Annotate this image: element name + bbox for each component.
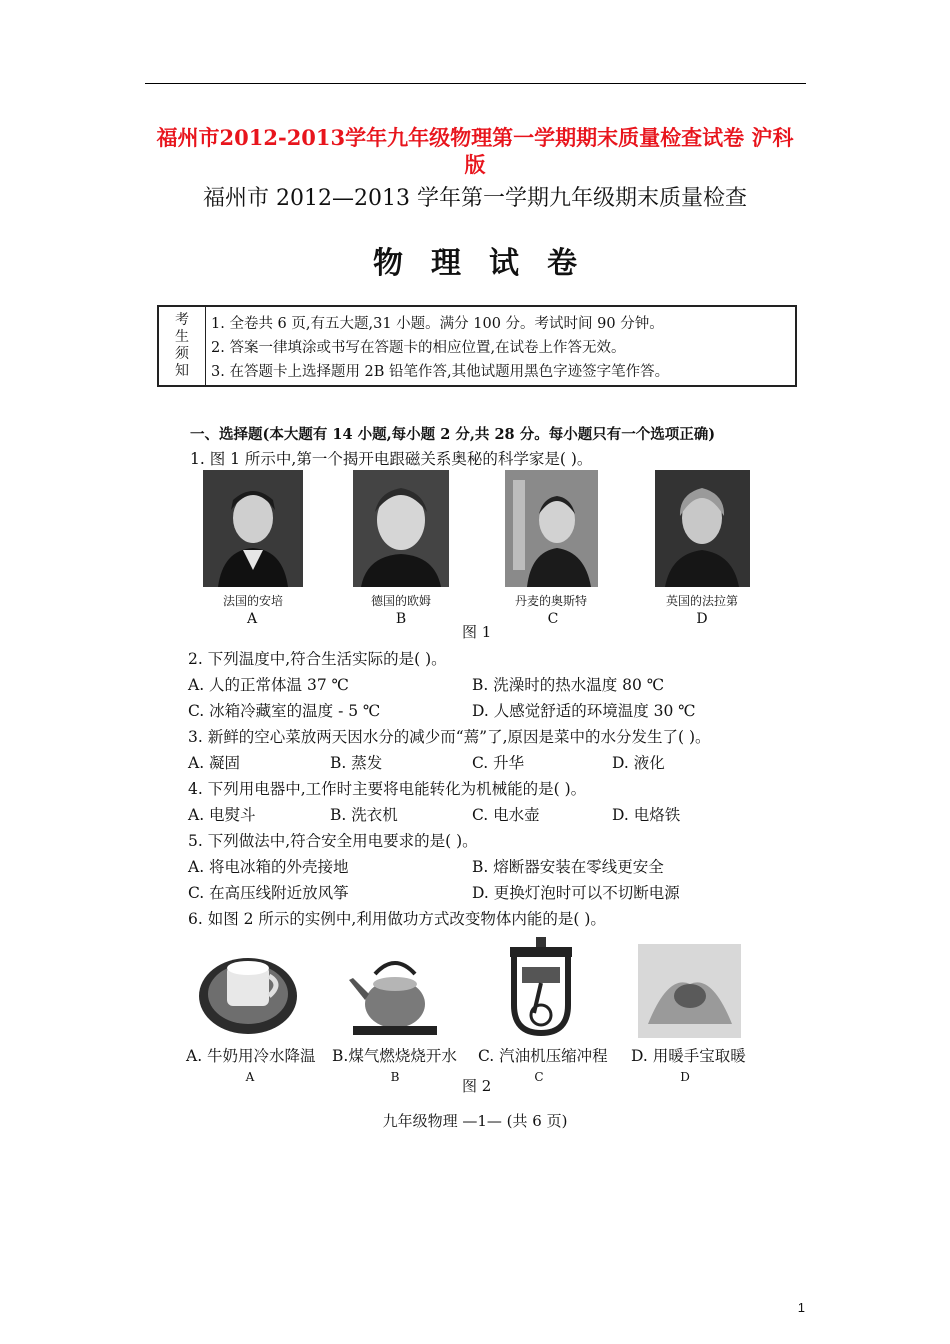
q2-option-a: A. 人的正常体温 37 ℃ [188, 676, 349, 694]
notice-label [159, 307, 206, 385]
question-5: 5. 下列做法中,符合安全用电要求的是( )。 [188, 832, 478, 850]
figure2-caption-b: B.煤气燃烧烧开水 [332, 1047, 457, 1065]
portrait-oersted-image [505, 470, 598, 587]
notice-label-char: 须 [175, 346, 189, 362]
question-6: 6. 如图 2 所示的实例中,利用做功方式改变物体内能的是( )。 [188, 910, 606, 928]
figure1-label: 图 1 [462, 623, 492, 641]
q4-option-d: D. 电烙铁 [612, 806, 681, 824]
figure2-letter-c: C [534, 1070, 544, 1084]
notice-item: 2. 答案一律填涂或书写在答题卡的相应位置,在试卷上作答无效。 [211, 340, 626, 356]
figure1-letter-a: A [246, 611, 258, 627]
notice-box [157, 305, 797, 387]
figure2-letter-d: D [680, 1070, 690, 1084]
figure1-letter-b: B [395, 611, 407, 627]
figure1-caption-c: 丹麦的奥斯特 [514, 594, 587, 608]
figure1-caption-b: 德国的欧姆 [370, 594, 431, 608]
figure1-caption-d: 英国的法拉第 [665, 594, 738, 608]
milk-in-cold-water-image [197, 944, 300, 1038]
q2-option-c: C. 冰箱冷藏室的温度 - 5 ℃ [188, 702, 381, 720]
q3-option-b: B. 蒸发 [330, 754, 383, 772]
portrait-ampere-image [203, 470, 303, 587]
figure2-caption-d: D. 用暖手宝取暖 [631, 1047, 746, 1065]
hand-warmer-image [638, 944, 741, 1038]
kettle-on-stove-image [343, 944, 446, 1038]
notice-label-char: 生 [175, 329, 189, 345]
question-1: 1. 图 1 所示中,第一个揭开电跟磁关系奥秘的科学家是( )。 [190, 450, 593, 468]
q3-option-a: A. 凝固 [188, 754, 241, 772]
figure2-label: 图 2 [462, 1077, 492, 1095]
section-heading: 一、选择题(本大题有 14 小题,每小题 2 分,共 28 分。每小题只有一个选项正确) [190, 426, 716, 443]
notice-label-char: 知 [175, 363, 189, 379]
q5-option-c: C. 在高压线附近放风筝 [188, 884, 349, 902]
figure2-letter-a: A [245, 1070, 255, 1084]
portrait-faraday-image [655, 470, 750, 587]
question-3: 3. 新鲜的空心菜放两天因水分的减少而“蔫”了,原因是菜中的水分发生了( )。 [188, 728, 711, 746]
figure1-letter-c: C [547, 611, 559, 627]
page-footer: 九年级物理 —1— (共 6 页) [382, 1112, 568, 1130]
figure1-caption-a: 法国的安培 [222, 594, 283, 608]
q5-option-d: D. 更换灯泡时可以不切断电源 [472, 884, 680, 902]
q2-option-d: D. 人感觉舒适的环境温度 30 ℃ [472, 702, 696, 720]
question-2: 2. 下列温度中,符合生活实际的是( )。 [188, 650, 447, 668]
engine-compression-stroke-image [500, 935, 582, 1038]
page-number: 1 [797, 1300, 805, 1315]
q2-option-b: B. 洗澡时的热水温度 80 ℃ [472, 676, 665, 694]
notice-label-char: 考 [175, 312, 189, 328]
figure2-letter-b: B [390, 1070, 400, 1084]
portrait-ohm-image [353, 470, 449, 587]
q4-option-a: A. 电熨斗 [188, 806, 256, 824]
q3-option-d: D. 液化 [612, 754, 665, 772]
q5-option-a: A. 将电冰箱的外壳接地 [188, 858, 349, 876]
figure2-caption-a: A. 牛奶用冷水降温 [186, 1047, 316, 1065]
q3-option-c: C. 升华 [472, 754, 525, 772]
top-rule [145, 83, 806, 84]
document-title-line2: 版 [464, 152, 486, 177]
exam-title: 物理试卷 [373, 246, 605, 281]
figure2-caption-c: C. 汽油机压缩冲程 [478, 1047, 608, 1065]
figure1-letter-d: D [696, 611, 708, 627]
notice-item: 1. 全卷共 6 页,有五大题,31 小题。满分 100 分。考试时间 90 分钟。 [211, 316, 664, 332]
q4-option-b: B. 洗衣机 [330, 806, 398, 824]
notice-item: 3. 在答题卡上选择题用 2B 铅笔作答,其他试题用黑色字迹签字笔作答。 [211, 364, 670, 380]
q5-option-b: B. 熔断器安装在零线更安全 [472, 858, 664, 876]
document-title-line1: 福州市2012-2013学年九年级物理第一学期期末质量检查试卷 沪科 [156, 125, 794, 150]
notice-items [211, 312, 669, 384]
exam-subtitle: 福州市 2012—2013 学年第一学期九年级期末质量检查 [203, 186, 747, 211]
question-4: 4. 下列用电器中,工作时主要将电能转化为机械能的是( )。 [188, 780, 587, 798]
q4-option-c: C. 电水壶 [472, 806, 540, 824]
